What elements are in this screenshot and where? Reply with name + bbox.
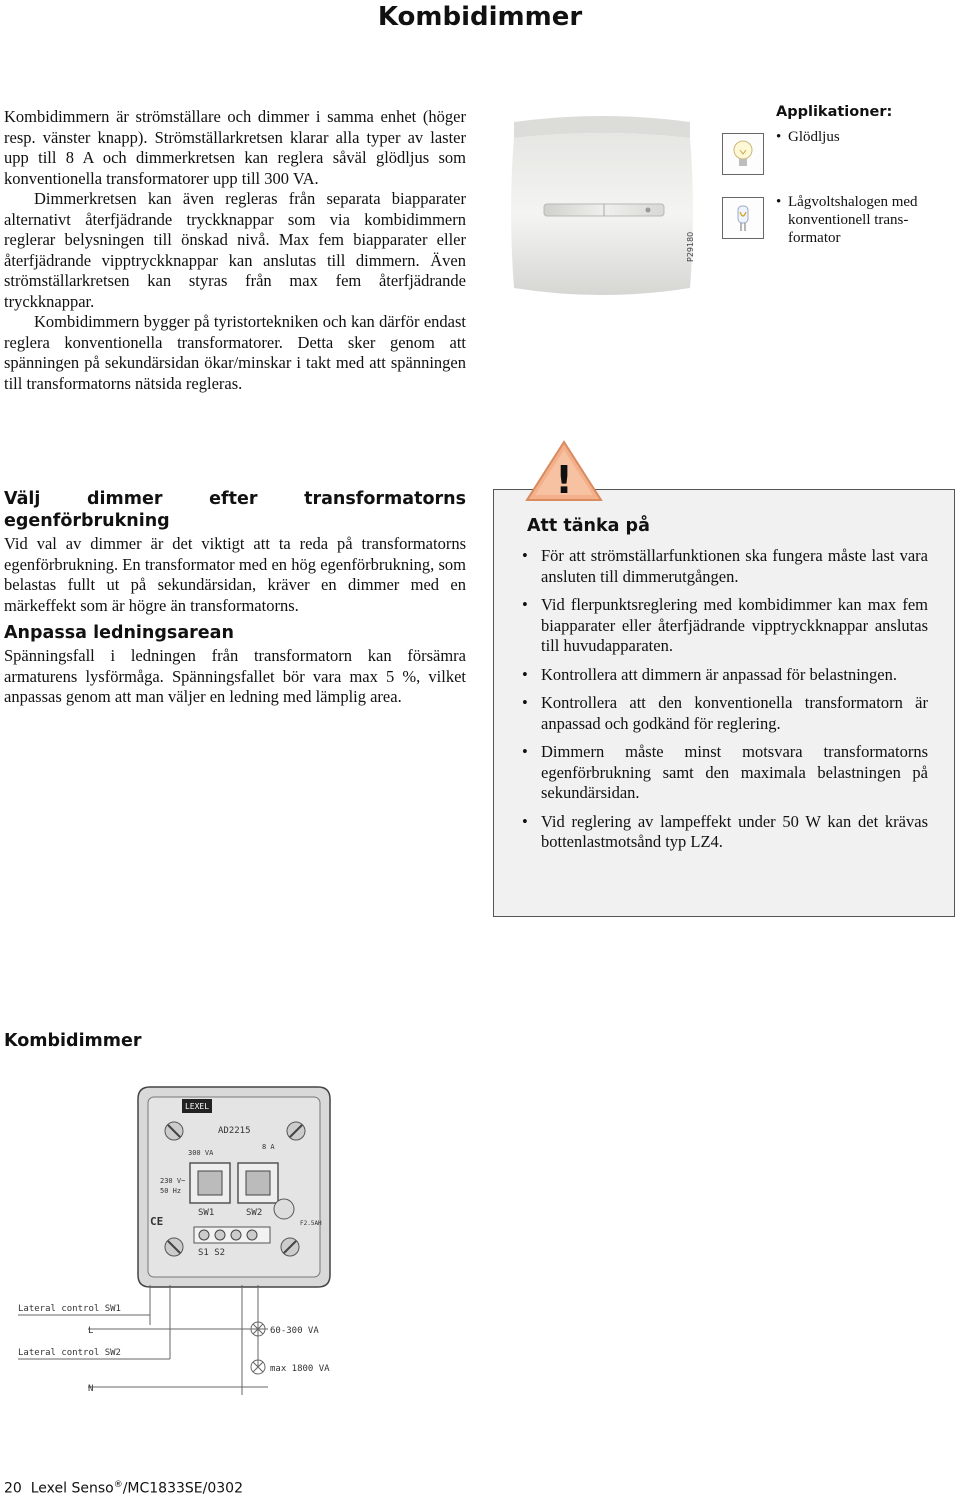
section-paragraph-1: Vid val av dimmer är det viktigt att ta reda på transformatorns egenförbrukning. En transformator med en hög egenförbrukning, som belastas fullt ut på sekundärsidan, kräver en dimmer med en märkeffekt som är högre än transformatorns.	[4, 534, 466, 615]
bullet: •	[522, 595, 528, 614]
section-heading-1: Välj dimmer efter transformatorns egenförbrukning	[4, 489, 466, 531]
page-title: Kombidimmer	[377, 2, 583, 32]
line-l-label: L	[88, 1326, 94, 1336]
bullet: •	[522, 811, 528, 831]
footer-code: /MC1833SE/0302	[122, 1480, 243, 1497]
footer-brand: Lexel Senso	[30, 1480, 114, 1497]
lateral-control-sw1-label: Lateral control SW1	[18, 1304, 121, 1314]
photo-code: P29180	[686, 231, 695, 262]
page-number: 20	[4, 1480, 22, 1497]
fuse-label: F2.5AH	[300, 1220, 322, 1227]
rating-label-3: 230 V~	[160, 1177, 186, 1185]
list-item: • För att strömställarfunktionen ska fungera måste last vara ansluten till dimmerutgången.	[522, 546, 928, 586]
intro-paragraph-2: Dimmerkretsen kan även regleras från separata biapparater alternativt återfjädrande tryckknappar som via kombidimmern reglerar belysningen till önskad nivå. Max fem biapparater eller återfjädrande vipptryckknappar kan anslutas till dimmern. Även strömställarkretsen kan styras från max fem återfjädrande tryckknappar.	[4, 189, 466, 311]
bullet: •	[776, 194, 782, 210]
lateral-control-sw2-label: Lateral control SW2	[18, 1348, 121, 1358]
ce-mark: CE	[150, 1215, 164, 1228]
page-footer	[4, 1480, 243, 1497]
warning-triangle-icon	[524, 438, 604, 504]
wiring-diagram	[0, 1075, 380, 1405]
neutral-n-label: N	[88, 1384, 94, 1394]
model-label: AD2215	[218, 1126, 251, 1136]
bullet: •	[776, 129, 782, 145]
list-item: • Dimmern måste minst motsvara transformatorns egenförbrukning samt den maximala belastningen på sekundärsidan.	[522, 742, 928, 802]
transformer-section	[4, 488, 466, 708]
section-heading-2: Anpassa ledningsarean	[4, 623, 234, 643]
brand-label: LEXEL	[184, 1102, 210, 1111]
load-label-2: max 1800 VA	[270, 1364, 330, 1374]
section-paragraph-2: Spänningsfall i ledningen från transformatorn kan försämra armaturens lysförmåga. Spänningsfallet bör vara max 5 %, vilket anpassas genom att man väljer en ledning med lämplig area.	[4, 646, 466, 706]
intro-paragraph-3: Kombidimmern bygger på tyristortekniken och kan därför endast reglera konventionella transformatorer. Detta sker genom att spänningen på sekundärsidan ökar/minskar i takt med att spänningen till transformatorns nätsida regleras.	[4, 312, 466, 393]
halogen-bulb-icon	[722, 197, 764, 239]
incandescent-bulb-icon	[722, 133, 764, 175]
application-label-2: Lågvoltshalogen med konventionell transformator	[788, 194, 918, 246]
bullet: •	[522, 664, 528, 684]
applications-title: Applikationer:	[776, 104, 893, 120]
intro-text	[4, 107, 466, 394]
warning-symbol: !	[555, 458, 573, 502]
warning-title: Att tänka på	[527, 516, 650, 536]
list-item: • Vid flerpunktsreglering med kombidimmer kan max fem biapparater eller återfjädrande vipptryckknappar anslutas till huvudapparaten.	[522, 595, 928, 655]
terminal-label: S1 S2	[198, 1248, 226, 1258]
load-label-1: 60-300 VA	[270, 1326, 319, 1336]
sw2-label: SW2	[246, 1208, 263, 1218]
application-item-1	[776, 128, 840, 146]
bullet: •	[522, 693, 528, 712]
list-item: • Kontrollera att dimmern är anpassad för belastningen.	[522, 664, 898, 684]
registered-mark: ®	[113, 1480, 123, 1490]
list-item: • Vid reglering av lampeffekt under 50 W kan det krävas bottenlastmotsånd typ LZ4.	[522, 811, 928, 851]
sw1-label: SW1	[198, 1208, 215, 1218]
rating-label-4: 50 Hz	[160, 1187, 182, 1195]
warning-list	[520, 546, 928, 861]
application-item-2	[776, 193, 946, 247]
list-item: • Kontrollera att den konventionella transformatorn är anpassad och godkänd för reglering.	[522, 693, 928, 733]
rating-label-1: 300 VA	[188, 1149, 214, 1157]
product-photo	[508, 108, 696, 306]
intro-paragraph-1: Kombidimmern är strömställare och dimmer i samma enhet (höger resp. vänster knapp). Strömställarkretsen klarar alla typer av laster upp till 8 A och dimmerkretsen kan reglera såväl glödljus som konventionella transformatorer upp till 300 VA.	[4, 107, 466, 188]
application-label-1: Glödljus	[788, 129, 840, 145]
diagram-title: Kombidimmer	[4, 1031, 142, 1051]
bullet: •	[522, 742, 528, 761]
rating-label-2: 8 A	[262, 1143, 275, 1151]
bullet: •	[522, 546, 528, 565]
